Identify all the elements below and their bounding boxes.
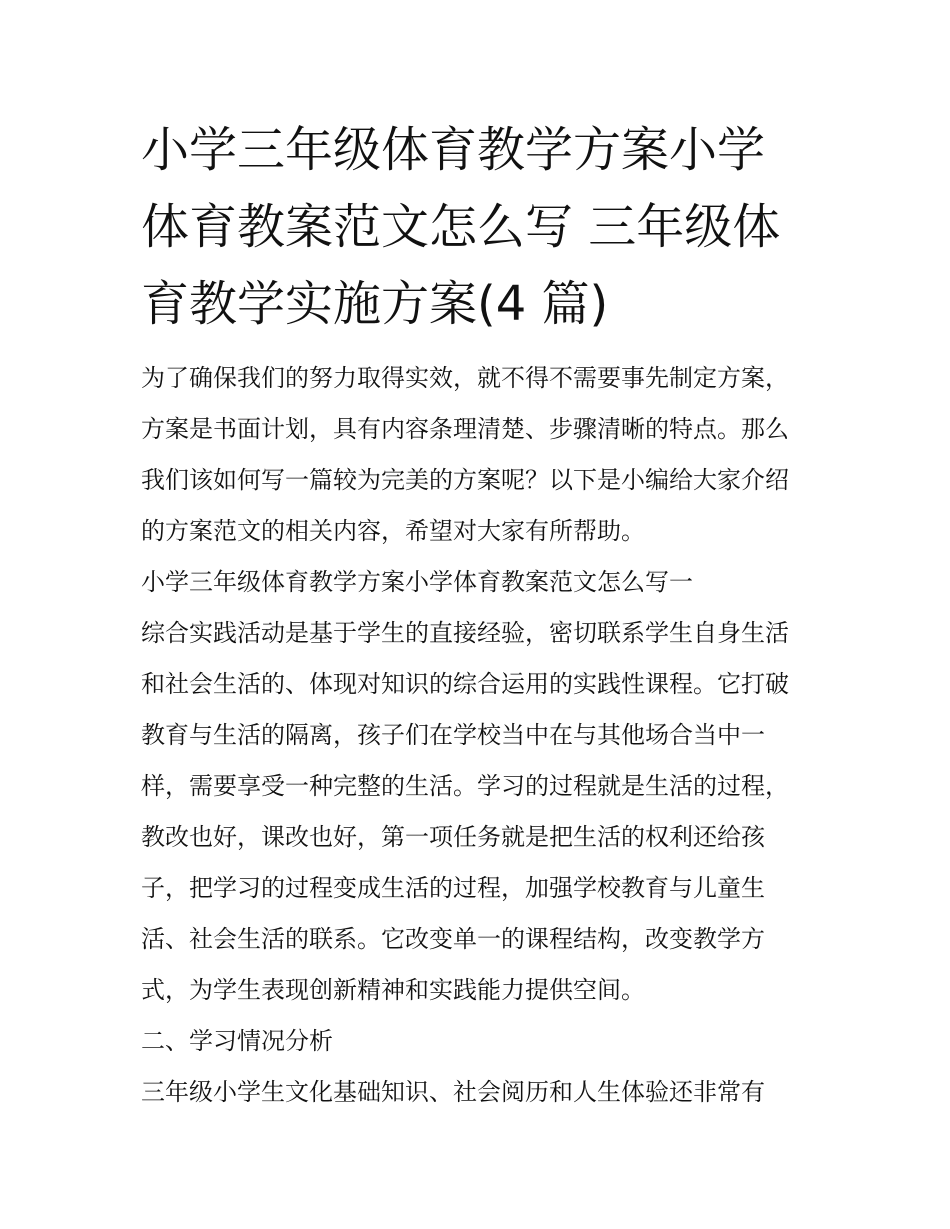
section-heading: 小学三年级体育教学方案小学体育教案范文怎么写一 bbox=[141, 568, 693, 596]
title-line: 体育教案范文怎么写 三年级体 bbox=[141, 199, 781, 255]
document-body bbox=[141, 353, 831, 1118]
paragraph-line: 式，为学生表现创新精神和实践能力提供空间。 bbox=[141, 976, 645, 1004]
section-heading: 二、学习情况分析 bbox=[141, 1027, 333, 1055]
paragraph-line: 活、社会生活的联系。它改变单一的课程结构，改变教学方 bbox=[141, 925, 765, 953]
paragraph-line: 和社会生活的、体现对知识的综合运用的实践性课程。它打破 bbox=[141, 670, 789, 698]
intro-paragraph-line: 方案是书面计划，具有内容条理清楚、步骤清晰的特点。那么 bbox=[141, 415, 789, 443]
intro-paragraph-line: 为了确保我们的努力取得实效，就不得不需要事先制定方案， bbox=[141, 364, 789, 392]
intro-paragraph-line: 我们该如何写一篇较为完美的方案呢？以下是小编给大家介绍 bbox=[141, 466, 789, 494]
paragraph-line: 综合实践活动是基于学生的直接经验，密切联系学生自身生活 bbox=[141, 619, 789, 647]
paragraph-line: 三年级小学生文化基础知识、社会阅历和人生体验还非常有 bbox=[141, 1078, 765, 1106]
paragraph-line: 子，把学习的过程变成生活的过程，加强学校教育与儿童生 bbox=[141, 874, 765, 902]
title-line: 育教学实施方案(4 篇) bbox=[141, 276, 609, 332]
intro-paragraph-line: 的方案范文的相关内容，希望对大家有所帮助。 bbox=[141, 517, 645, 545]
paragraph-line: 教改也好，课改也好，第一项任务就是把生活的权利还给孩 bbox=[141, 823, 765, 851]
title-line: 小学三年级体育教学方案小学 bbox=[141, 122, 766, 178]
paragraph-line: 样，需要享受一种完整的生活。学习的过程就是生活的过程， bbox=[141, 772, 789, 800]
document-title bbox=[141, 112, 831, 343]
paragraph-line: 教育与生活的隔离，孩子们在学校当中在与其他场合当中一 bbox=[141, 721, 765, 749]
